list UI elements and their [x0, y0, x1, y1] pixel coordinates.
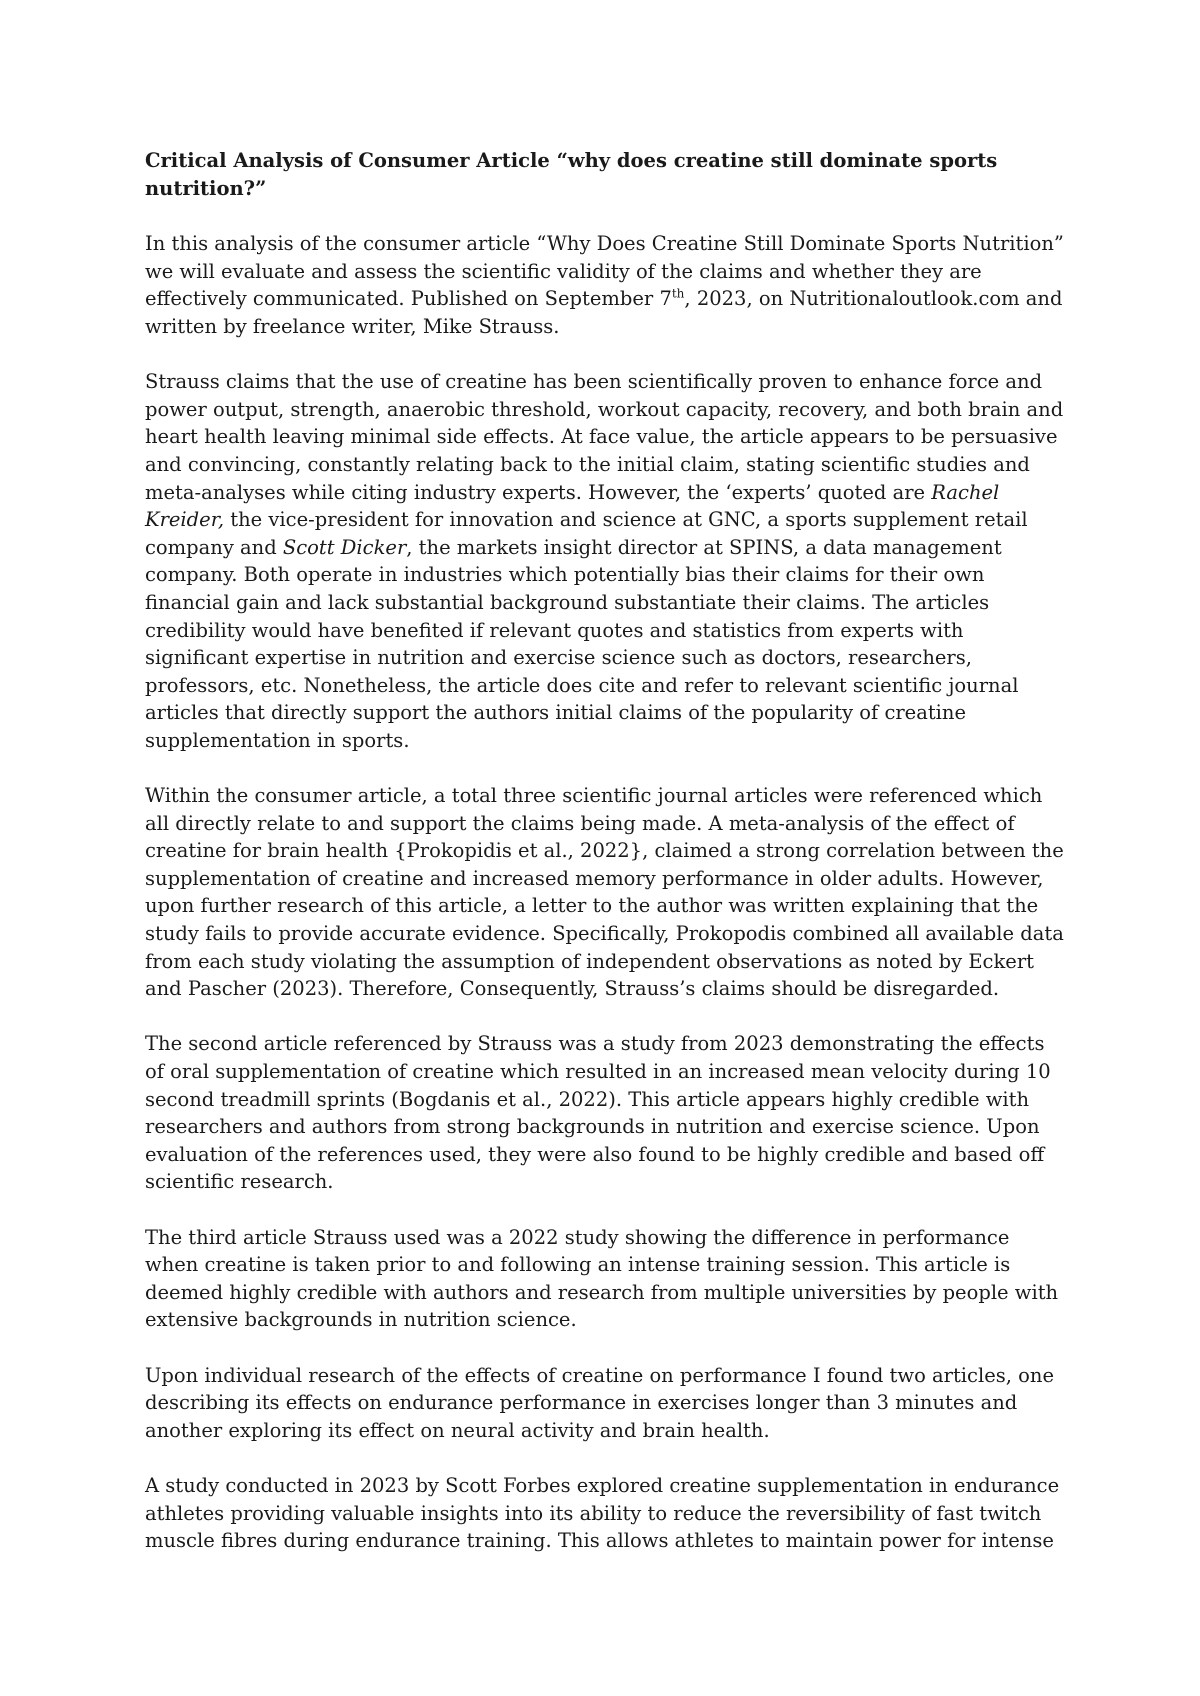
paragraph-intro — [145, 230, 1065, 340]
paragraph-claims-text-c: , the markets insight director at SPINS, a data management company. Both operate in industries which potentially bias their claims for their own financial gain and lack substantial background substantiate their claims. The articles credibility would have benefited if relevant quotes and statistics from experts with significant expertise in nutrition and exercise science such as doctors, researchers, professors, etc. Nonetheless, the article does cite and refer to relevant scientific journal articles that directly support the authors initial claims of the popularity of creatine supplementation in sports. — [145, 535, 1019, 752]
paragraph-intro-text-b: , 2023, on Nutritionaloutlook.com and written by freelance writer, Mike Strauss. — [145, 287, 1063, 338]
expert-name-scott-dicker: Scott Dicker — [282, 535, 407, 559]
paragraph-first-reference: Within the consumer article, a total three scientific journal articles were referenced which all directly relate to and support the claims being made. A meta-analysis of the effect of creatine for brain health {Prokopidis et al., 2022}, claimed a strong correlation between the supplementation of creatine and increased memory performance in older adults. However, upon further research of this article, a letter to the author was written explaining that the study fails to provide accurate evidence. Specifically, Prokopodis combined all available data from each study violating the assumption of independent observations as noted by Eckert and Pascher (2023). Therefore, Consequently, Strauss’s claims should be disregarded. — [145, 784, 1064, 1001]
paragraph-second-reference: The second article referenced by Strauss was a study from 2023 demonstrating the effects of oral supplementation of creatine which resulted in an increased mean velocity during 10 second treadmill sprints (Bogdanis et al., 2022). This article appears highly credible with researchers and authors from strong backgrounds in nutrition and exercise science. Upon evaluation of the references used, they were also found to be highly credible and based off scientific research. — [145, 1032, 1051, 1194]
paragraph-claims — [145, 368, 1065, 754]
paragraph-claims-text-a: Strauss claims that the use of creatine has been scientifically proven to enhance force and power output, strength, anaerobic threshold, workout capacity, recovery, and both brain and heart health leaving minimal side effects. At face value, the article appears to be persuasive and convincing, constantly relating back to the initial claim, stating scientific studies and meta-analyses while citing industry experts. However, the ‘experts’ quoted are — [145, 370, 1064, 504]
paragraph-forbes-study: A study conducted in 2023 by Scott Forbes explored creatine supplementation in endurance athletes providing valuable insights into its ability to reduce the reversibility of fast twitch muscle fibres during endurance training. This allows athletes to maintain power for intense — [145, 1473, 1060, 1553]
expert-name-rachel-kreider: Rachel Kreider, — [145, 480, 1000, 532]
paragraph-claims-text-b: the vice-president for innovation and science at GNC, a sports supplement retail company and — [145, 508, 1028, 559]
paragraph-intro-text-a: In this analysis of the consumer article “Why Does Creatine Still Dominate Sports Nutrition” we will evaluate and assess the scientific validity of the claims and whether they are effectively communicated. Published on September 7 — [145, 232, 1064, 311]
paragraph-individual-research: Upon individual research of the effects of creatine on performance I found two articles, one describing its effects on endurance performance in exercises longer than 3 minutes and another exploring its effect on neural activity and brain health. — [145, 1363, 1054, 1442]
document-body — [145, 147, 1065, 1582]
document-title: Critical Analysis of Consumer Article “why does creatine still dominate sports nutrition?” — [145, 149, 998, 200]
ordinal-superscript: th — [671, 286, 685, 301]
paragraph-third-reference: The third article Strauss used was a 2022 study showing the difference in performance when creatine is taken prior to and following an intense training session. This article is deemed highly credible with authors and research from multiple universities by people with extensive backgrounds in nutrition science. — [145, 1225, 1059, 1332]
